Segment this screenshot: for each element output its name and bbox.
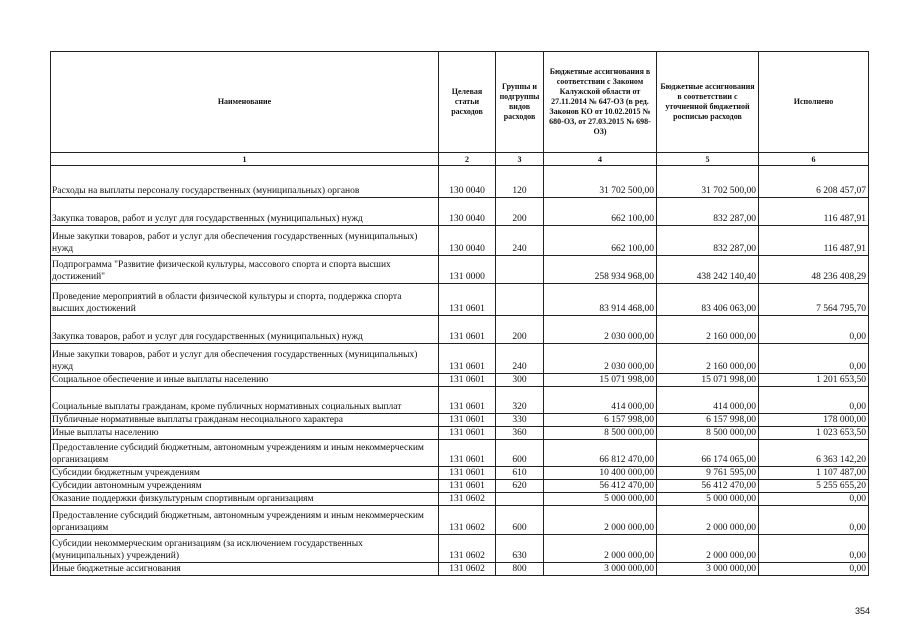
row-name: Проведение мероприятий в области физической культуры и спорта, поддержка спорта высших достижений [51,284,439,316]
header-row [51,52,869,153]
row-executed: 5 255 655,20 [759,480,869,493]
row-group: 200 [496,198,544,226]
row-revised: 6 157 998,00 [657,414,759,427]
row-name: Закупка товаров, работ и услуг для государственных (муниципальных) нужд [51,316,439,344]
table-row [51,480,869,493]
row-group: 200 [496,316,544,344]
column-number: 6 [759,153,869,166]
row-name: Иные выплаты населению [51,427,439,440]
table-row [51,344,869,374]
row-name: Субсидии автономным учреждениям [51,480,439,493]
row-executed: 0,00 [759,563,869,576]
row-executed: 0,00 [759,506,869,535]
row-target: 131 0602 [439,506,496,535]
row-name: Социальные выплаты гражданам, кроме публичных нормативных социальных выплат [51,387,439,414]
table-row [51,256,869,284]
row-target: 130 0040 [439,198,496,226]
row-target: 131 0601 [439,480,496,493]
header-name: Наименование [51,52,439,153]
row-revised: 56 412 470,00 [657,480,759,493]
row-target: 131 0601 [439,374,496,387]
row-target: 131 0602 [439,563,496,576]
row-revised: 832 287,00 [657,198,759,226]
row-name: Иные закупки товаров, работ и услуг для обеспечения государственных (муниципальных) нужд [51,226,439,256]
row-executed: 0,00 [759,316,869,344]
row-group [496,284,544,316]
row-group: 300 [496,374,544,387]
row-executed: 0,00 [759,344,869,374]
header-law: Бюджетные ассигнования в соответствии с Законом Калужской области от 27.11.2014 № 647-ОЗ (в ред. Законов КО от 10.02.2015 № 680-ОЗ, от 27.03.2015 № 698-ОЗ) [544,52,657,153]
row-name: Субсидии бюджетным учреждениям [51,467,439,480]
column-number-row [51,153,869,166]
row-revised: 3 000 000,00 [657,563,759,576]
row-target: 131 0601 [439,387,496,414]
table-row [51,166,869,198]
row-name: Публичные нормативные выплаты гражданам несоциального характера [51,414,439,427]
header-executed: Исполнено [759,52,869,153]
row-law: 662 100,00 [544,198,657,226]
row-law: 10 400 000,00 [544,467,657,480]
row-executed: 0,00 [759,493,869,506]
row-group: 610 [496,467,544,480]
row-name: Закупка товаров, работ и услуг для государственных (муниципальных) нужд [51,198,439,226]
column-number: 2 [439,153,496,166]
table-row [51,440,869,467]
row-group: 600 [496,440,544,467]
row-target: 130 0040 [439,226,496,256]
table-row [51,563,869,576]
table-row [51,467,869,480]
row-executed: 116 487,91 [759,226,869,256]
header-revised: Бюджетные ассигнования в соответствии с уточненной бюджетной росписью расходов [657,52,759,153]
table-row [51,284,869,316]
row-revised: 5 000 000,00 [657,493,759,506]
row-law: 56 412 470,00 [544,480,657,493]
row-revised: 15 071 998,00 [657,374,759,387]
header-groups: Группы и подгруппы видов расходов [496,52,544,153]
row-revised: 83 406 063,00 [657,284,759,316]
row-name: Предоставление субсидий бюджетным, автономным учреждениям и иным некоммерческим организациям [51,506,439,535]
row-target: 131 0601 [439,440,496,467]
row-law: 2 000 000,00 [544,535,657,563]
table-row [51,427,869,440]
row-group: 630 [496,535,544,563]
row-name: Расходы на выплаты персоналу государственных (муниципальных) органов [51,166,439,198]
row-executed: 6 363 142,20 [759,440,869,467]
row-name: Иные закупки товаров, работ и услуг для обеспечения государственных (муниципальных) нужд [51,344,439,374]
row-name: Субсидии некоммерческим организациям (за исключением государственных (муниципальных) учреждений) [51,535,439,563]
table-row [51,387,869,414]
row-law: 5 000 000,00 [544,493,657,506]
column-number: 5 [657,153,759,166]
table-row [51,198,869,226]
row-revised: 832 287,00 [657,226,759,256]
row-target: 131 0602 [439,535,496,563]
row-target: 131 0601 [439,467,496,480]
row-revised: 2 000 000,00 [657,506,759,535]
table-row [51,226,869,256]
row-law: 83 914 468,00 [544,284,657,316]
row-group: 330 [496,414,544,427]
row-name: Оказание поддержки физкультурным спортивным организациям [51,493,439,506]
row-executed: 116 487,91 [759,198,869,226]
row-law: 3 000 000,00 [544,563,657,576]
row-target: 131 0601 [439,344,496,374]
row-group [496,493,544,506]
row-law: 2 030 000,00 [544,316,657,344]
row-group: 240 [496,344,544,374]
row-law: 6 157 998,00 [544,414,657,427]
table-row [51,493,869,506]
row-group: 600 [496,506,544,535]
row-executed: 48 236 408,29 [759,256,869,284]
row-group: 800 [496,563,544,576]
column-number: 4 [544,153,657,166]
row-revised: 2 160 000,00 [657,316,759,344]
row-name: Предоставление субсидий бюджетным, автономным учреждениям и иным некоммерческим организациям [51,440,439,467]
row-group: 120 [496,166,544,198]
row-revised: 31 702 500,00 [657,166,759,198]
row-law: 2 000 000,00 [544,506,657,535]
row-executed: 1 107 487,00 [759,467,869,480]
row-law: 2 030 000,00 [544,344,657,374]
row-executed: 1 201 653,50 [759,374,869,387]
budget-table [50,51,869,576]
row-executed: 178 000,00 [759,414,869,427]
row-executed: 7 564 795,70 [759,284,869,316]
row-law: 8 500 000,00 [544,427,657,440]
row-law: 31 702 500,00 [544,166,657,198]
row-group: 320 [496,387,544,414]
table-row [51,374,869,387]
row-law: 66 812 470,00 [544,440,657,467]
row-name: Социальное обеспечение и иные выплаты населению [51,374,439,387]
row-revised: 2 160 000,00 [657,344,759,374]
page-number: 354 [855,606,871,616]
header-target: Целевая статьи расходов [439,52,496,153]
row-revised: 438 242 140,40 [657,256,759,284]
row-target: 131 0000 [439,256,496,284]
row-revised: 66 174 065,00 [657,440,759,467]
row-group [496,256,544,284]
row-revised: 8 500 000,00 [657,427,759,440]
row-law: 258 934 968,00 [544,256,657,284]
row-group: 620 [496,480,544,493]
row-group: 240 [496,226,544,256]
row-executed: 0,00 [759,387,869,414]
row-name: Иные бюджетные ассигнования [51,563,439,576]
row-target: 131 0601 [439,414,496,427]
row-group: 360 [496,427,544,440]
row-law: 15 071 998,00 [544,374,657,387]
row-revised: 2 000 000,00 [657,535,759,563]
row-executed: 1 023 653,50 [759,427,869,440]
row-target: 131 0601 [439,316,496,344]
table-row [51,535,869,563]
row-law: 662 100,00 [544,226,657,256]
row-revised: 9 761 595,00 [657,467,759,480]
row-executed: 0,00 [759,535,869,563]
row-law: 414 000,00 [544,387,657,414]
table-row [51,316,869,344]
table-row [51,506,869,535]
row-target: 131 0601 [439,427,496,440]
row-target: 130 0040 [439,166,496,198]
row-target: 131 0602 [439,493,496,506]
row-target: 131 0601 [439,284,496,316]
row-name: Подпрограмма "Развитие физической культуры, массового спорта и спорта высших достижений" [51,256,439,284]
table-row [51,414,869,427]
row-revised: 414 000,00 [657,387,759,414]
column-number: 1 [51,153,439,166]
row-executed: 6 208 457,07 [759,166,869,198]
column-number: 3 [496,153,544,166]
